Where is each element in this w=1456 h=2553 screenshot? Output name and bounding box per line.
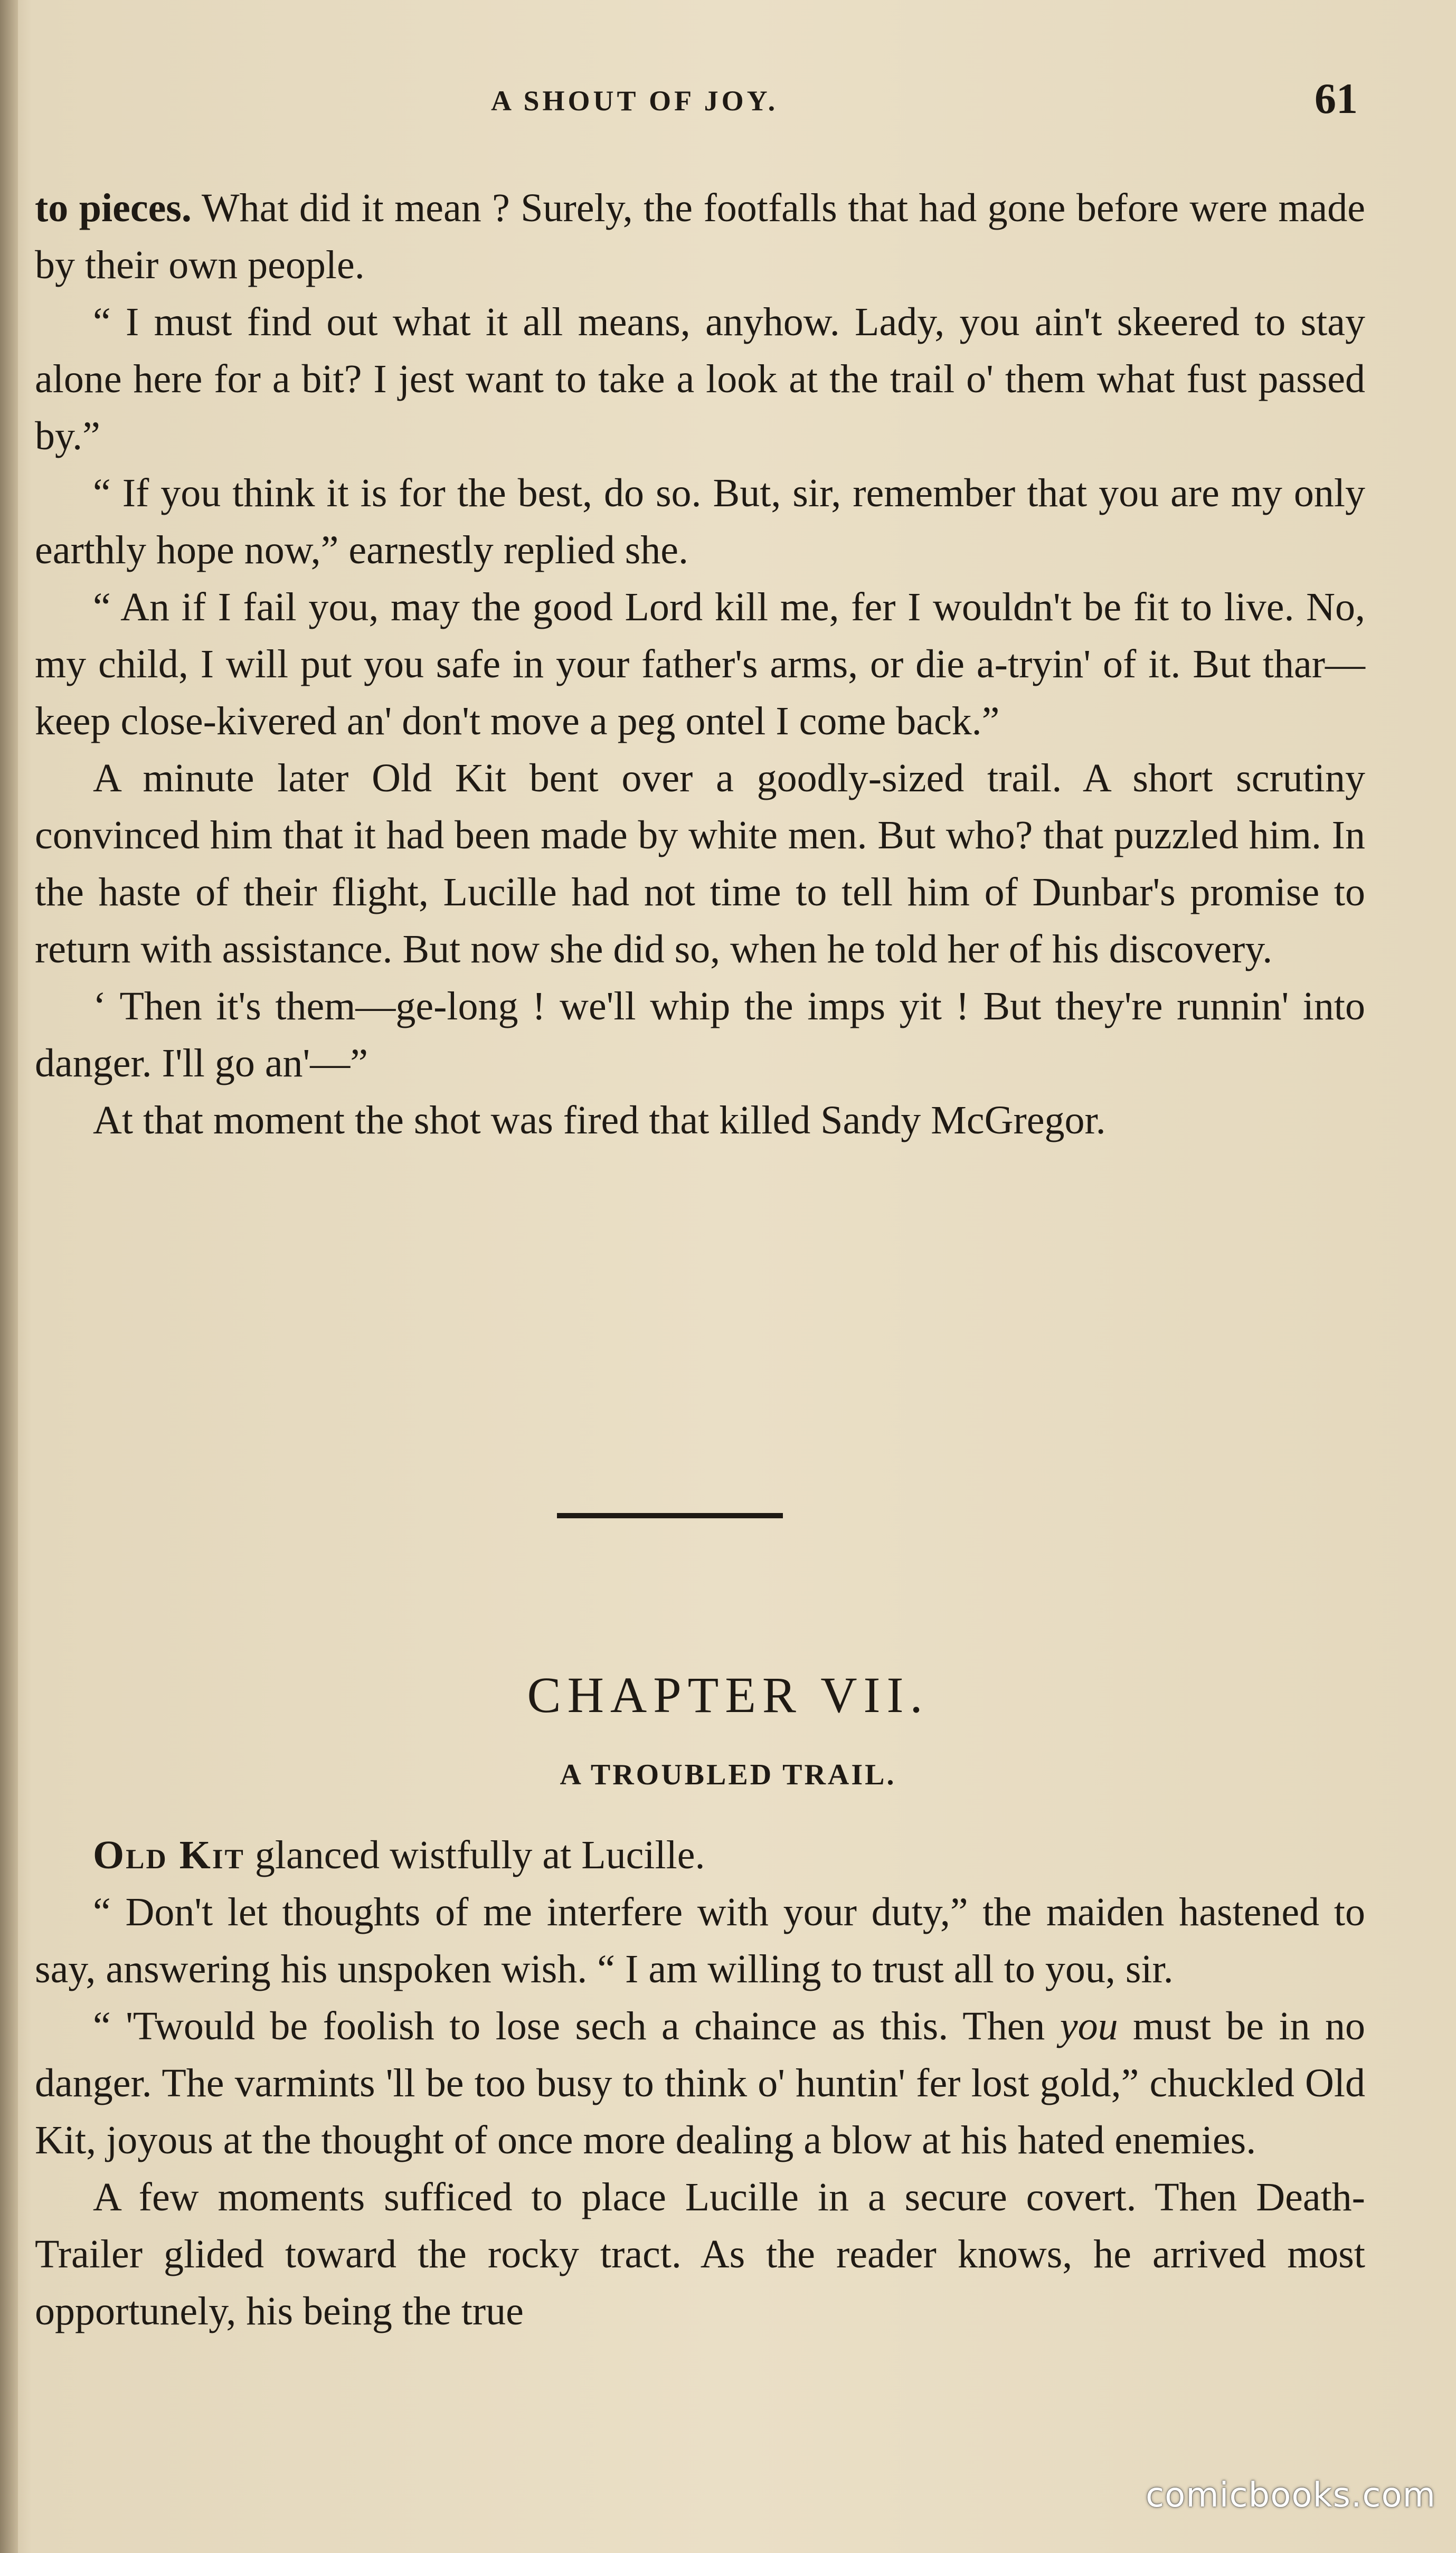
paragraph-2: “ I must find out what it all means, anyhow. Lady, you ain't skeered to stay alone here for a bit? I jest want to take a look at the trail o' them what fust passed by.” [35, 300, 1365, 458]
chapter-paragraph-1 [35, 1827, 1365, 1884]
page-spine-shadow [0, 0, 18, 2553]
chapter-text [35, 1827, 1365, 2340]
paragraph-1 [35, 179, 1365, 294]
chapter-heading: CHAPTER VII. [527, 1667, 929, 1723]
chapter-paragraph-3-text: “ 'Twould be foolish to lose sech a chaince as this. Then [93, 2004, 1045, 2048]
running-title: A SHOUT OF JOY. [491, 85, 779, 117]
body-text [35, 179, 1365, 1149]
paragraph-5: A minute later Old Kit bent over a goodly-sized trail. A short scrutiny convinced him that it had been made by white men. But who? that puzzled him. In the haste of their flight, Lucille had not time to tell him of Dunbar's promise to return with assistance. But now she did so, when he told her of his discovery. [35, 756, 1365, 971]
running-head [0, 74, 1456, 132]
paragraph-1-text: What did it mean ? Surely, the footfalls that had gone before were made by their own people. [35, 186, 1365, 287]
chapter-paragraph-1-lead: Old Kit [93, 1833, 245, 1877]
chapter-paragraph-3 [35, 1998, 1365, 2169]
paragraph-4: “ An if I fail you, may the good Lord kill me, fer I wouldn't be fit to live. No, my child, I will put you safe in your father's arms, or die a-tryin' of it. But thar—keep close-kivered an' don't move a peg ontel I come back.” [35, 585, 1365, 743]
chapter-paragraph-3-italic: you [1060, 2004, 1118, 2048]
page-number: 61 [1315, 74, 1358, 122]
chapter-paragraph-3-text-after: must be in no danger. The varmints 'll be too busy to think o' huntin' fer lost gold,” chuckled Old Kit, joyous at the thought of once more dealing a blow at his hated enemies. [35, 2004, 1366, 2162]
chapter-paragraph-4: A few moments sufficed to place Lucille in a secure covert. Then Death-Trailer glided toward the rocky tract. As the reader knows, he arrived most opportunely, his being the true [35, 2175, 1365, 2333]
paragraph-7: At that moment the shot was fired that killed Sandy McGregor. [93, 1098, 1106, 1142]
paragraph-1-lead: to pieces. [35, 186, 192, 230]
chapter-paragraph-2: “ Don't let thoughts of me interfere with your duty,” the maiden hastened to say, answering his unspoken wish. “ I am willing to trust all to you, sir. [35, 1890, 1365, 1991]
chapter-paragraph-1-text: glanced wistfully at Lucille. [244, 1833, 705, 1877]
watermark: comicbooks.com [1145, 2476, 1436, 2515]
paragraph-6: ‘ Then it's them—ge-long ! we'll whip the imps yit ! But they're runnin' into danger. I'll go an'—” [35, 984, 1365, 1085]
section-divider-rule [557, 1513, 783, 1518]
chapter-subtitle: A TROUBLED TRAIL. [560, 1758, 896, 1791]
paragraph-3: “ If you think it is for the best, do so. But, sir, remember that you are my only earthly hope now,” earnestly replied she. [35, 471, 1365, 572]
